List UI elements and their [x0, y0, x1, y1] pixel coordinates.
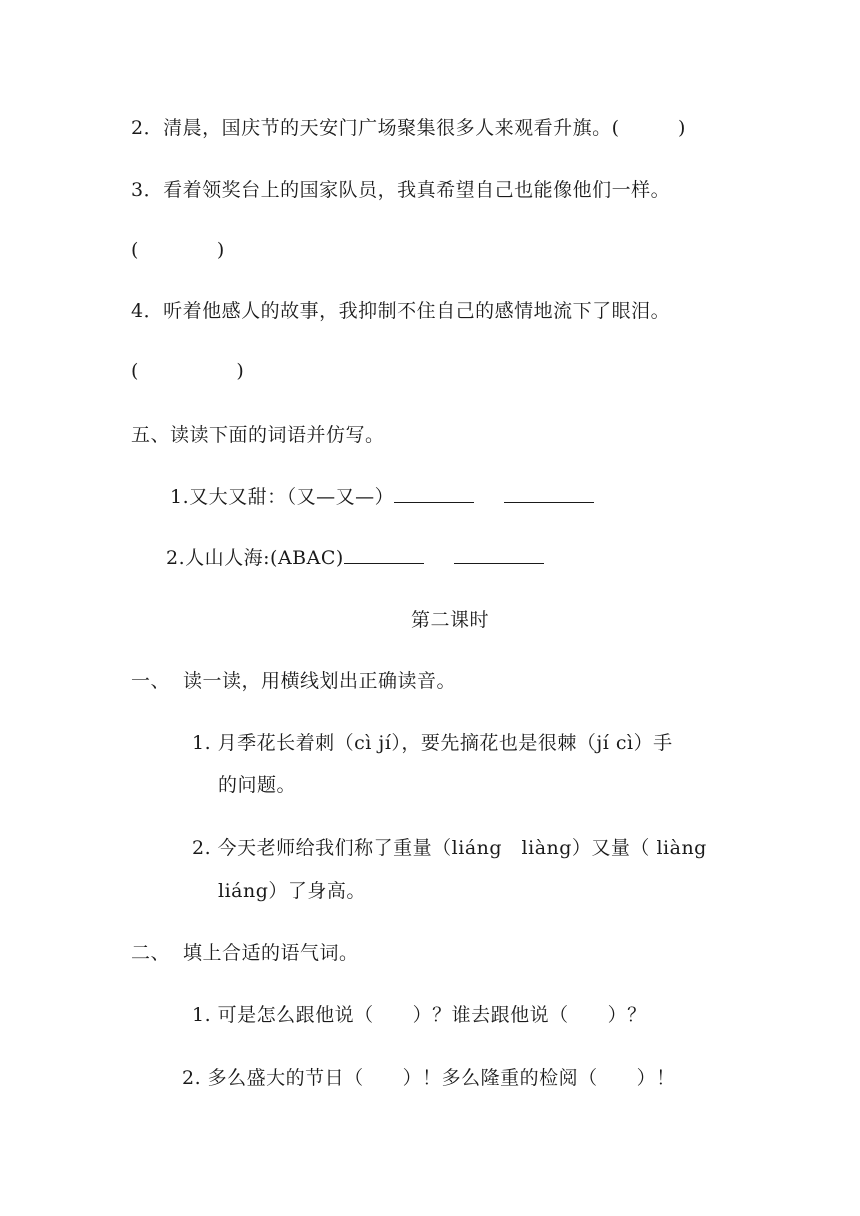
question-4-4: 4．听着他感人的故事，我抑制不住自己的感情地流下了眼泪。 — [131, 300, 671, 322]
lesson-2-title: 第二课时 — [410, 609, 489, 631]
part-2-heading: 填上合适的语气词。 — [183, 942, 359, 964]
part-1-item-2-line-1: 2. 今天老师给我们称了重量（liáng liàng）又量（ liàng — [192, 837, 707, 859]
answer-blank-1b[interactable] — [504, 484, 594, 503]
question-4-3-answer: ( ) — [131, 239, 225, 261]
answer-blank-1a[interactable] — [394, 484, 474, 503]
part-1-item-2-line-2: liáng）了身高。 — [218, 880, 366, 902]
part-1-heading: 读一读，用横线划出正确读音。 — [183, 670, 457, 692]
part-1-item-1-line-1: 1. 月季花长着刺（cì jí），要先摘花也是很棘（jí cì）手 — [192, 732, 673, 754]
section-5-item-2-text: 2.人山人海:(ABAC) — [166, 547, 344, 569]
question-4-2: 2．清晨，国庆节的天安门广场聚集很多人来观看升旗。( ) — [131, 117, 686, 139]
part-1-item-1-line-2: 的问题。 — [218, 774, 297, 796]
part-1-number: 一、 — [131, 670, 171, 692]
section-5-item-1-text: 1.又大又甜：（又—又—） — [170, 486, 395, 508]
part-2-item-1: 1. 可是怎么跟他说（ ）？谁去跟他说（ ）？ — [192, 1004, 647, 1026]
answer-blank-2a[interactable] — [344, 545, 424, 564]
question-4-4-answer: ( ) — [131, 360, 245, 382]
part-2-number: 二、 — [131, 942, 171, 964]
section-5-heading: 五、读读下面的词语并仿写。 — [131, 424, 385, 446]
section-5-item-2 — [166, 545, 544, 571]
question-4-3: 3．看着领奖台上的国家队员，我真希望自己也能像他们一样。 — [131, 179, 671, 201]
part-2-item-2: 2. 多么盛大的节日（ ）！多么隆重的检阅（ ）！ — [182, 1067, 676, 1089]
section-5-item-1 — [170, 484, 594, 510]
answer-blank-2b[interactable] — [454, 545, 544, 564]
